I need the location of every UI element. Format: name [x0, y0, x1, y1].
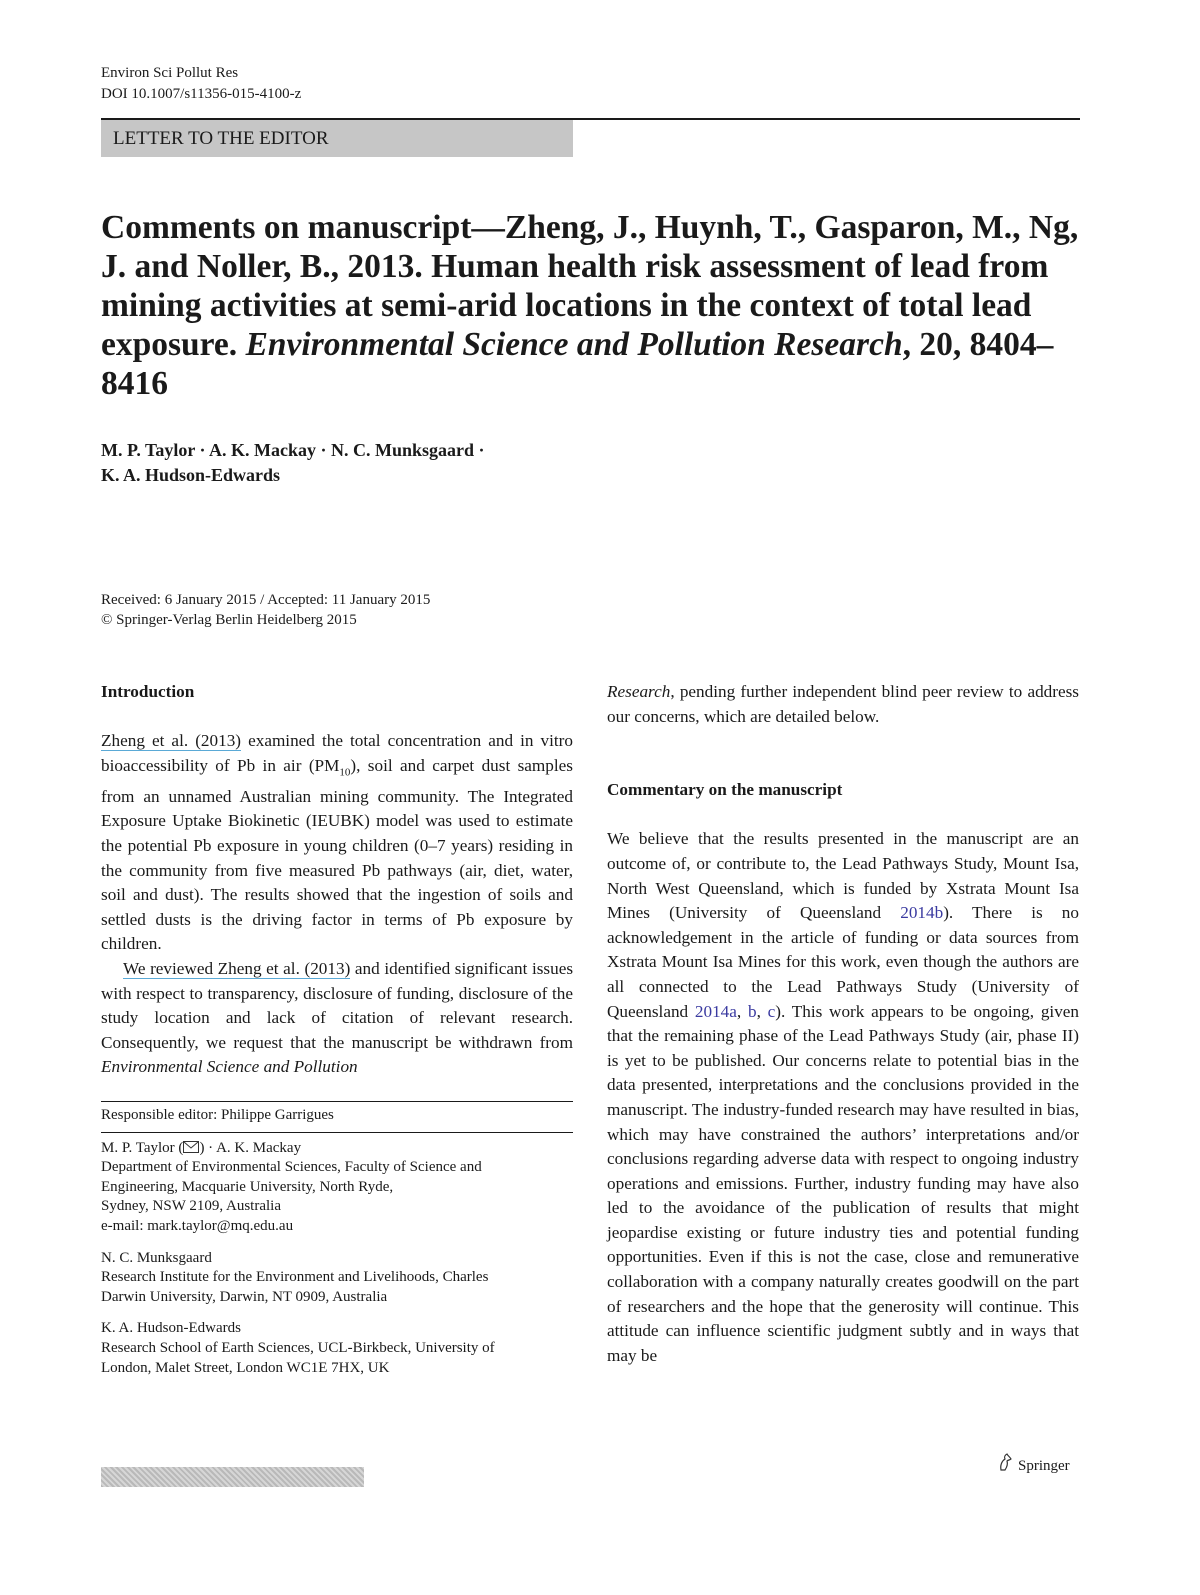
journal-header — [101, 63, 301, 105]
envelope-icon[interactable] — [183, 1141, 199, 1153]
publisher-logo — [996, 1452, 1070, 1479]
section-heading-commentary: Commentary on the manuscript — [607, 780, 843, 800]
reference-link[interactable]: b — [747, 1001, 757, 1021]
affiliation-rule — [101, 1132, 573, 1133]
copyright: © Springer-Verlag Berlin Heidelberg 2015 — [101, 612, 357, 628]
authors-line-1: M. P. Taylor · A. K. Mackay · N. C. Munksgaard · — [101, 440, 485, 460]
received-accepted: Received: 6 January 2015 / Accepted: 11 January 2015 — [101, 592, 431, 608]
footer-barcode-strip — [101, 1467, 364, 1487]
springer-horse-icon — [996, 1452, 1014, 1479]
affiliation-3: K. A. Hudson-Edwards Research School of Earth Sciences, UCL-Birkbeck, University of London, Malet Street, London WC1E 7HX, UK — [101, 1320, 495, 1376]
reference-link[interactable]: 2014b — [900, 903, 944, 923]
article-type-banner: LETTER TO THE EDITOR — [101, 120, 573, 157]
affiliations-block — [101, 1101, 573, 1378]
reference-link[interactable]: 2014a — [694, 1001, 737, 1021]
affiliation-rule — [101, 1101, 573, 1102]
section-heading-introduction: Introduction — [101, 682, 195, 701]
reference-link[interactable]: c — [767, 1001, 776, 1021]
responsible-editor: Responsible editor: Philippe Garrigues — [101, 1107, 334, 1123]
left-column — [101, 680, 573, 1080]
article-title: Comments on manuscript—Zheng, J., Huynh, T., Gasparon, M., Ng, J. and Noller, B., 2013. Human health risk assessment of lead from mining activities at semi-arid locations in the context of total lead exposure. Environmental Science and Pollution Research, 20, 8404–8416 — [101, 209, 1079, 402]
dates-block — [101, 590, 430, 630]
citation-link[interactable]: Zheng et al. (2013) — [101, 731, 242, 751]
right-column — [607, 680, 1079, 1368]
author-email[interactable]: e-mail: mark.taylor@mq.edu.au — [101, 1217, 294, 1234]
title-journal: Environmental Science and Pollution Research — [245, 326, 903, 363]
intro-paragraph-1: Zheng et al. (2013) examined the total concentration and in vitro bioaccessibility of Pb in air $(PM_{10})$, soil and carpet dust samples from an unnamed Australian mining community. The Integrated Exposure Uptake Biokinetic (IEUBK) model was used to estimate the potential Pb exposure in young children (0–7 years) residing in the community from five measured Pb pathways (air, diet, water, soil and dust). The results showed that the ingestion of soils and settled dusts is the driving factor in terms of Pb exposure by children. — [101, 731, 573, 954]
publisher-name: Springer — [1018, 1457, 1070, 1474]
journal-name: Environ Sci Pollut Res — [101, 65, 239, 81]
affiliation-2: N. C. Munksgaard Research Institute for the Environment and Livelihoods, Charles Darwin University, Darwin, NT 0909, Australia — [101, 1249, 489, 1305]
intro-paragraph-2: We reviewed Zheng et al. (2013) and identified significant issues with respect to transparency, disclosure of funding, disclosure of the study location and lack of citation of relevant research. Consequently, we request that the manuscript be withdrawn from Environmental Science and Pollution — [101, 958, 574, 1077]
commentary-paragraph: We believe that the results presented in the manuscript are an outcome of, or contribute to, the Lead Pathways Study, Mount Isa, North West Queensland, which is funded by Xstrata Mount Isa Mines (University of Queensland 2014b). There is no acknowledgement in the article of funding or data sources from Xstrata Mount Isa Mines for this work, even though the authors are all connected to the Lead Pathways Study (University of Queensland 2014a, b, c). This work appears to be ongoing, given that the remaining phase of the Lead Pathways Study (air, phase II) is yet to be published. Our concerns relate to potential bias in the data presented, interpretations and the conclusions provided in the manuscript. The industry-funded research may have resulted in bias, which may have constrained the authors’ interpretations and/or conclusions regarding adverse data with respect to ongoing industry operations and emissions. Further, industry funding may have also led to the avoidance of the publication of results that might jeopardise existing or future industry ties and potential funding opportunities. Even if this is not the case, close and remunerative collaboration with a company naturally creates goodwill on the part of researchers and the hope that the generosity will continue. This attitude can influence scientific judgment subtly and in ways that may be — [607, 829, 1080, 1365]
intro-continuation: Research, pending further independent blind peer review to address our concerns, which are detailed below. — [607, 682, 1079, 726]
affiliation-1: M. P. Taylor ( ) · A. K. Mackay Department of Environmental Sciences, Faculty of Science and Engineering, Macquarie University, North Ryde, Sydney, NSW 2109, Australia e-mail: mark.taylor@mq.edu.au — [101, 1139, 573, 1237]
doi[interactable]: DOI 10.1007/s11356-015-4100-z — [101, 86, 302, 102]
authors-line-2: K. A. Hudson-Edwards — [101, 465, 281, 485]
citation-link[interactable]: We reviewed Zheng et al. (2013) — [123, 958, 351, 978]
author-list — [101, 438, 661, 488]
